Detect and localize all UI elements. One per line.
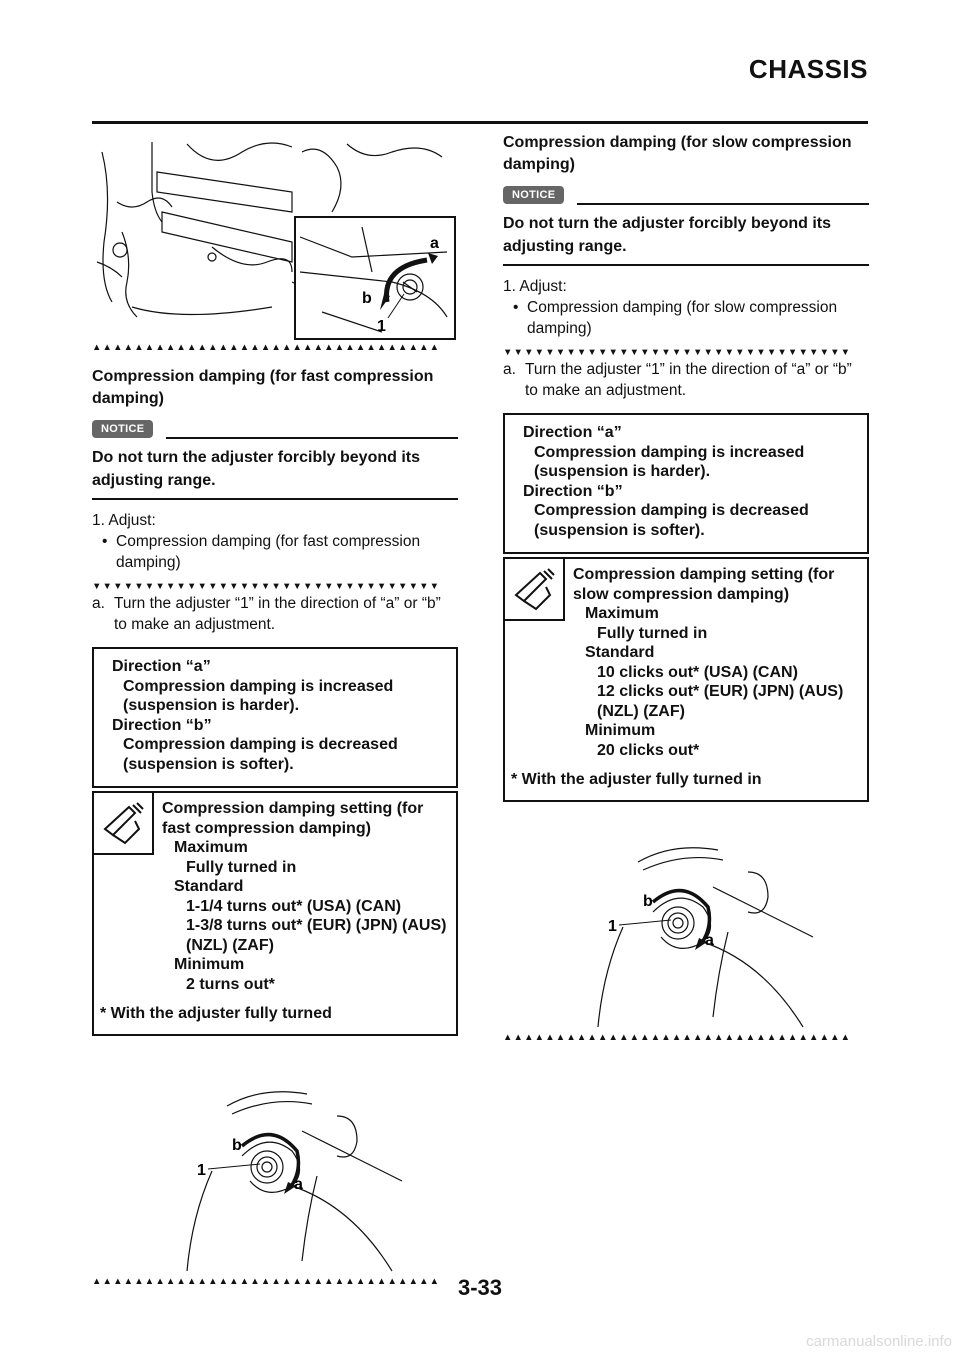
- caliper-icon: [510, 565, 558, 613]
- figure-label-b: b: [362, 290, 372, 307]
- substep-text: Turn the adjuster “1” in the direction of “a” or “b” to make an adjustment.: [114, 595, 441, 633]
- step-label: Adjust:: [519, 278, 567, 295]
- fast-direction-box: [92, 647, 458, 788]
- triangle-separator-up-end: ▲▲▲▲▲▲▲▲▲▲▲▲▲▲▲▲▲▲▲▲▲▲▲▲▲▲▲▲▲▲▲▲▲: [92, 1275, 441, 1287]
- spec-std-value-2: 12 clicks out* (EUR) (JPN) (AUS) (NZL) (ZAF): [597, 683, 844, 720]
- figure-label-1: 1: [197, 1161, 206, 1179]
- fast-adjuster-illustration: [92, 1076, 458, 1276]
- substep-text: Turn the adjuster “1” in the direction of “a” or “b” to make an adjustment.: [525, 361, 852, 399]
- spec-std-value-1: 10 clicks out* (USA) (CAN): [597, 663, 798, 681]
- spec-icon-frame: [505, 559, 565, 621]
- fast-notice-header: [92, 420, 458, 442]
- spec-max-label: Maximum: [174, 839, 248, 856]
- direction-a-text: Compression damping is increased (suspension is harder).: [534, 443, 805, 480]
- triangle-separator-down: ▼▼▼▼▼▼▼▼▼▼▼▼▼▼▼▼▼▼▼▼▼▼▼▼▼▼▼▼▼▼▼▼▼: [92, 581, 441, 592]
- spec-footnote: * With the adjuster fully turned in: [511, 771, 762, 788]
- notice-rule: [166, 437, 458, 439]
- left-column: [92, 132, 458, 1288]
- fast-step-1: [92, 510, 458, 573]
- slow-adjuster-illustration: [503, 832, 869, 1032]
- spec-title: Compression damping setting (for slow compression damping): [573, 566, 835, 603]
- bullet-icon: •: [513, 299, 519, 316]
- spec-title: Compression damping setting (for fast compression damping): [162, 800, 424, 837]
- step-number: 1.: [92, 512, 105, 529]
- figure-label-b: b: [643, 892, 653, 910]
- notice-badge: NOTICE: [503, 186, 564, 204]
- triangle-separator-up-end: ▲▲▲▲▲▲▲▲▲▲▲▲▲▲▲▲▲▲▲▲▲▲▲▲▲▲▲▲▲▲▲▲▲: [503, 1031, 852, 1043]
- spec-std-label: Standard: [585, 644, 655, 661]
- direction-a-text: Compression damping is increased (suspension is harder).: [123, 677, 394, 714]
- spec-max-value: Fully turned in: [597, 624, 708, 642]
- spec-max-value: Fully turned in: [186, 858, 297, 876]
- direction-b-text: Compression damping is decreased (suspension is softer).: [534, 502, 809, 539]
- direction-b-title: Direction “b”: [112, 716, 212, 734]
- slow-substep-a: [503, 359, 869, 401]
- fast-section-title: Compression damping (for fast compression damping): [92, 368, 434, 407]
- fast-substep-a: [92, 593, 458, 635]
- spec-icon-frame: [94, 793, 154, 855]
- spec-min-label: Minimum: [174, 956, 245, 973]
- slow-adjuster-drawing: [503, 832, 869, 1032]
- slow-direction-box: [503, 413, 869, 554]
- direction-b-title: Direction “b”: [523, 482, 623, 500]
- substep-label: a.: [92, 595, 105, 612]
- spec-max-label: Maximum: [585, 605, 659, 622]
- slow-step-1: [503, 276, 869, 339]
- rear-shock-illustration: [92, 132, 458, 342]
- direction-b-text: Compression damping is decreased (suspension is softer).: [123, 736, 398, 773]
- spec-min-label: Minimum: [585, 722, 656, 739]
- figure-label-1: 1: [608, 917, 617, 935]
- step-label: Adjust:: [108, 512, 156, 529]
- caliper-icon: [99, 799, 147, 847]
- direction-a-title: Direction “a”: [112, 658, 211, 675]
- watermark: carmanualsonline.info: [806, 1333, 952, 1350]
- spec-footnote: * With the adjuster fully turned: [100, 1005, 332, 1022]
- step-item-text: Compression damping (for slow compression damping): [527, 299, 838, 337]
- notice-badge: NOTICE: [92, 420, 153, 438]
- triangle-separator-up: ▲▲▲▲▲▲▲▲▲▲▲▲▲▲▲▲▲▲▲▲▲▲▲▲▲▲▲▲▲▲▲▲▲: [92, 342, 441, 353]
- step-item-text: Compression damping (for fast compression damping): [116, 533, 421, 571]
- fast-spec-box: [92, 791, 458, 1036]
- step-number: 1.: [503, 278, 516, 295]
- slow-notice-text: Do not turn the adjuster forcibly beyond its adjusting range.: [503, 212, 869, 266]
- direction-a-title: Direction “a”: [523, 424, 622, 441]
- spec-min-value: 2 turns out*: [186, 975, 275, 993]
- spec-std-value-2: 1-3/8 turns out* (EUR) (JPN) (AUS) (NZL) (ZAF): [186, 917, 447, 954]
- substep-label: a.: [503, 361, 516, 378]
- figure-label-a: a: [430, 235, 439, 252]
- bullet-icon: •: [102, 533, 108, 550]
- slow-notice-header: [503, 186, 869, 208]
- step-bullet-item: [503, 297, 869, 339]
- slow-spec-box: [503, 557, 869, 802]
- page-number: 3-33: [457, 1275, 503, 1300]
- rear-shock-drawing: [92, 132, 458, 342]
- notice-rule: [577, 203, 869, 205]
- step-bullet-item: [92, 531, 458, 573]
- triangle-separator-down: ▼▼▼▼▼▼▼▼▼▼▼▼▼▼▼▼▼▼▼▼▼▼▼▼▼▼▼▼▼▼▼▼▼: [503, 347, 852, 358]
- spec-std-label: Standard: [174, 878, 244, 895]
- spec-min-value: 20 clicks out*: [597, 741, 700, 759]
- page-title: CHASSIS: [748, 54, 868, 84]
- fast-adjuster-drawing: [92, 1076, 458, 1276]
- right-column: [503, 132, 869, 1044]
- spec-std-value-1: 1-1/4 turns out* (USA) (CAN): [186, 897, 402, 915]
- header-rule: [92, 121, 868, 124]
- figure-label-1: 1: [377, 318, 386, 335]
- slow-section-title: Compression damping (for slow compression damping): [503, 134, 852, 173]
- fast-notice-text: Do not turn the adjuster forcibly beyond its adjusting range.: [92, 446, 458, 500]
- figure-label-a: a: [294, 1175, 303, 1193]
- figure-label-b: b: [232, 1136, 242, 1154]
- figure-label-a: a: [705, 931, 714, 949]
